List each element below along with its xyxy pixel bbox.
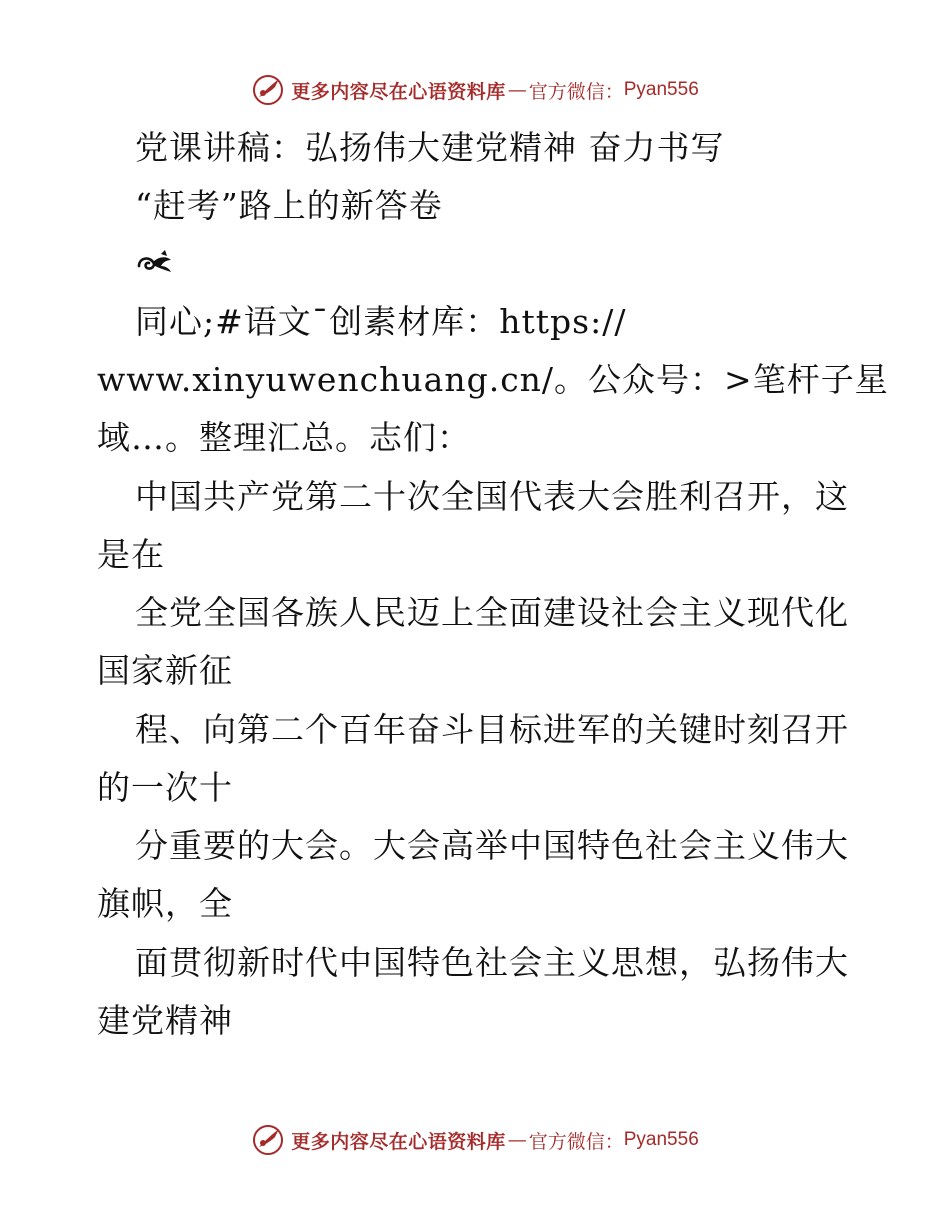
document-line: 国家新征 (97, 651, 233, 690)
document-line: www.xinyuwenchuang.cn/。公众号：>笔杆子星 (97, 360, 889, 399)
quill-logo-icon (251, 73, 285, 107)
document-line: 分重要的大会。大会高举中国特色社会主义伟大 (135, 826, 849, 865)
footer-watermark-banner (0, 1120, 950, 1160)
document-line: 域…。整理汇总。志们： (97, 418, 471, 457)
document-line: 同心;#语文¯创素材库：https:// (135, 302, 627, 341)
footer-wechat-label: 官方微信： (528, 1130, 624, 1153)
document-line: 是在 (97, 535, 165, 574)
document-line: 旗帜，全 (97, 884, 233, 923)
document-line: 的一次十 (97, 768, 233, 807)
header-site-text: 更多内容尽在心语资料库 (291, 80, 506, 103)
document-title-line-1: 党课讲稿：弘扬伟大建党精神 奋力书写 (135, 128, 725, 167)
document-line: 面贯彻新时代中国特色社会主义思想，弘扬伟大 (135, 943, 849, 982)
document-line: 全党全国各族人民迈上全面建设社会主义现代化 (135, 593, 849, 632)
footer-separator: — (507, 1129, 527, 1151)
document-line: 程、向第二个百年奋斗目标进军的关键时刻召开 (135, 710, 849, 749)
header-wechat-label: 官方微信： (528, 80, 624, 103)
header-watermark-banner (0, 70, 950, 110)
footer-site-text: 更多内容尽在心语资料库 (291, 1130, 506, 1153)
fleuron-ornament-icon (135, 248, 175, 278)
document-line: 中国共产党第二十次全国代表大会胜利召开，这 (135, 477, 849, 516)
quill-logo-icon (251, 1123, 285, 1157)
header-wechat-id: Pyan556 (623, 79, 699, 100)
document-line: 建党精神 (97, 1001, 233, 1040)
header-separator: — (507, 79, 527, 101)
document-title-line-2: “赶考”路上的新答卷 (135, 186, 443, 225)
footer-wechat-id: Pyan556 (623, 1129, 699, 1150)
